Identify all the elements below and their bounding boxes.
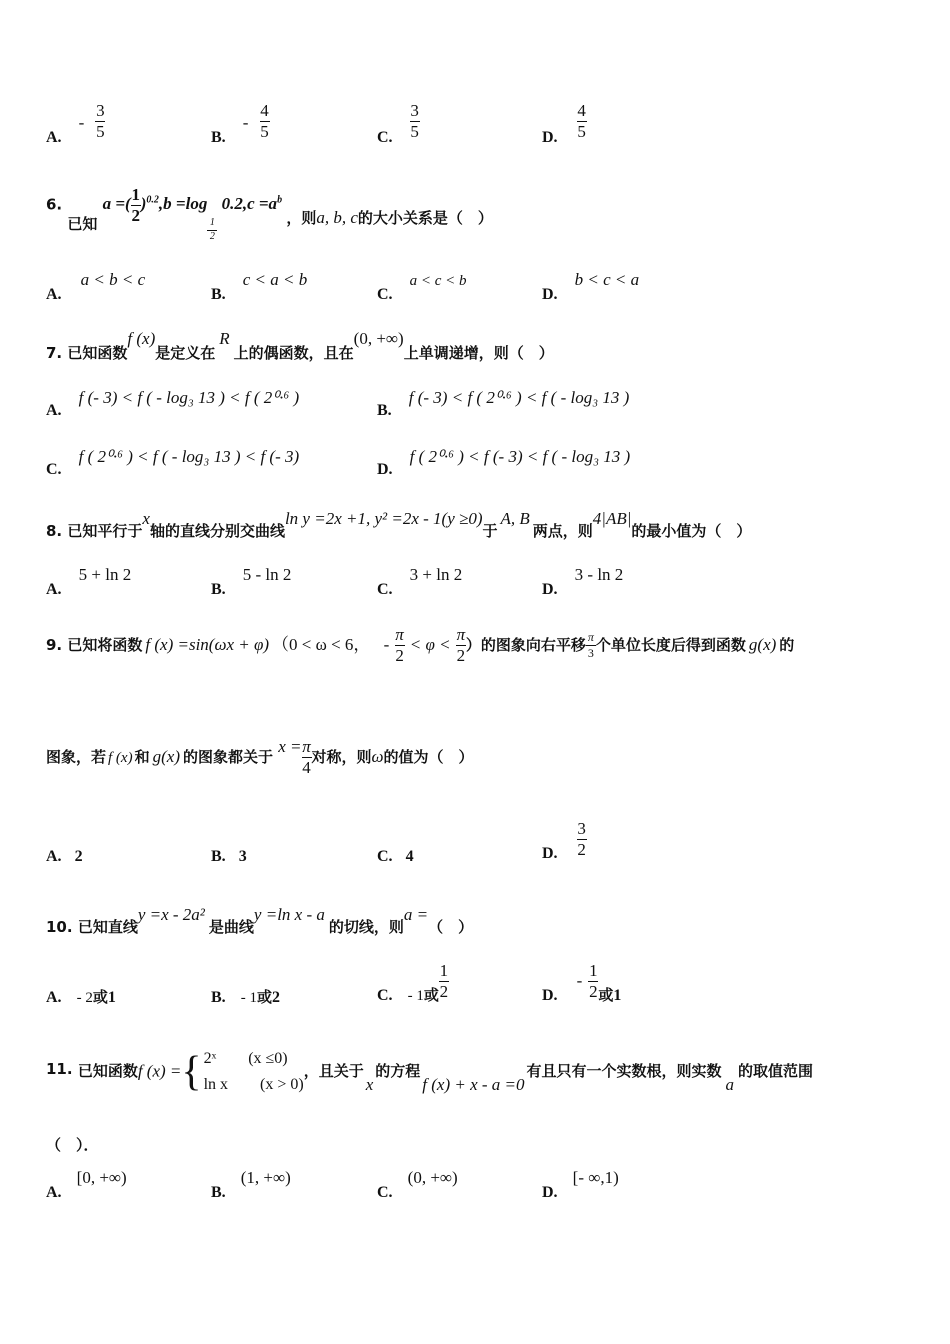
fraction: $\frac{3}{5}$ [96,101,105,141]
question-7-stem: 7. 已知函数f (x)是定义在R上的偶函数，且在(0, +∞)上单调递增，则（ ） [46,329,554,362]
q6-option-b[interactable]: B. c < a < b [211,270,308,303]
q8-option-b[interactable]: B. 5 - ln 2 [211,565,292,598]
q9-option-c[interactable]: C. 4 [377,848,414,865]
question-number: 7. [46,344,63,362]
formula-a: a =( $\frac{1}{2}$ )$^{0.2}$,b =log $\frac{1}{2}$ $0.2,c =a^b$ [102,185,283,242]
q7-option-d[interactable]: D. f ( 2⁰·⁶ ) < f (- 3) < f ( - log₃ 13 ) [377,447,631,478]
q5-option-b[interactable] [211,101,270,146]
q10-option-c[interactable]: C. - 1或 $\frac{1}{2}$ [377,961,449,1004]
piecewise-definition: { 2ˣ (x ≤0) ln x (x > 0) [181,1048,304,1095]
question-10-stem: 10. 已知直线y =x - 2a²是曲线y =ln x - a的切线，则a =（ ） [46,905,474,936]
option-label: C. [377,128,393,146]
q8-option-c[interactable]: C. 3 + ln 2 [377,565,463,598]
q9-option-d[interactable]: D. $\frac{3}{2}$ [542,819,586,862]
question-9-line2: 图象，若 f (x) 和 g(x) 的图象都关于 x = $\frac{\pi}{4}$ 对称，则ω的值为（ ） [46,736,474,777]
question-9-line1: 9. 已知将函数 f (x) =sin(ωx + φ) （0 < ω < 6， - $\frac{\pi}{2}$ < φ < $\frac{\pi}{2}$ ）的图象向右平移 $\frac{\pi}{3}$ 个单位长度后得到函数 g(x) 的 [46,625,795,665]
question-number: 9. [46,635,63,654]
q5-option-c[interactable] [377,101,420,146]
q6-option-d[interactable]: D. b < c < a [542,270,640,303]
option-label: B. [211,128,226,146]
fraction: $\frac{3}{5}$ [410,101,419,141]
minus-sign: - [242,112,249,132]
q8-option-a[interactable]: A. 5 + ln 2 [46,565,132,598]
q9-option-b[interactable]: B. 3 [211,848,247,865]
question-number: 10. [46,918,73,936]
q6-option-a[interactable]: A. a < b < c [46,270,146,303]
question-11-line2: （ ）． [46,1136,99,1154]
q7-option-b[interactable]: B. f (- 3) < f ( 2⁰·⁶ ) < f ( - log₃ 13 ) [377,388,630,419]
q10-option-b[interactable]: B. - 1或2 [211,988,281,1006]
question-6-stem: 6. 已知 a =( $\frac{1}{2}$ )$^{0.2}$,b =log $\frac{1}{2}$ $0.2,c =a^b$ ，则a, b, c的大小关系是（ ） [46,185,493,242]
question-number: 8. [46,522,63,540]
q10-option-d[interactable]: D. - $\frac{1}{2}$ 或1 [542,961,622,1004]
q11-option-a[interactable]: A. [0, +∞) [46,1168,127,1201]
option-label: D. [542,128,558,146]
q11-option-b[interactable]: B. (1, +∞) [211,1168,291,1201]
question-8-stem: 8. 已知平行于x轴的直线分别交曲线ln y =2x +1, y² =2x - 1(y ≥0)于A, B两点，则4|AB|的最小值为（ ） [46,509,752,540]
q8-option-d[interactable]: D. 3 - ln 2 [542,565,624,598]
fraction: $\frac{4}{5}$ [577,101,586,141]
q11-option-d[interactable]: D. [- ∞,1) [542,1168,619,1201]
q9-option-a[interactable]: A. 2 [46,848,83,865]
q7-option-a[interactable]: A. f (- 3) < f ( - log₃ 13 ) < f ( 2⁰·⁶ ) [46,388,300,419]
q7-option-c[interactable]: C. f ( 2⁰·⁶ ) < f ( - log₃ 13 ) < f (- 3) [46,447,300,478]
question-number: 6. [46,195,63,214]
q5-option-d[interactable] [542,101,587,146]
question-11-stem: 11. 已知函数f (x) = { 2ˣ (x ≤0) ln x (x > 0) ，且关于x的方程f (x) + x - a =0有且只有一个实数根，则实数a的取值范围 [46,1046,813,1097]
q6-option-c[interactable]: C. a < c < b [377,273,467,303]
q11-option-c[interactable]: C. (0, +∞) [377,1168,458,1201]
fraction: $\frac{4}{5}$ [260,101,269,141]
minus-sign: - [78,112,85,132]
q10-option-a[interactable]: A. - 2或1 [46,988,116,1006]
question-number: 11. [46,1060,73,1079]
q5-option-a[interactable] [46,101,105,146]
option-label: A. [46,128,62,146]
